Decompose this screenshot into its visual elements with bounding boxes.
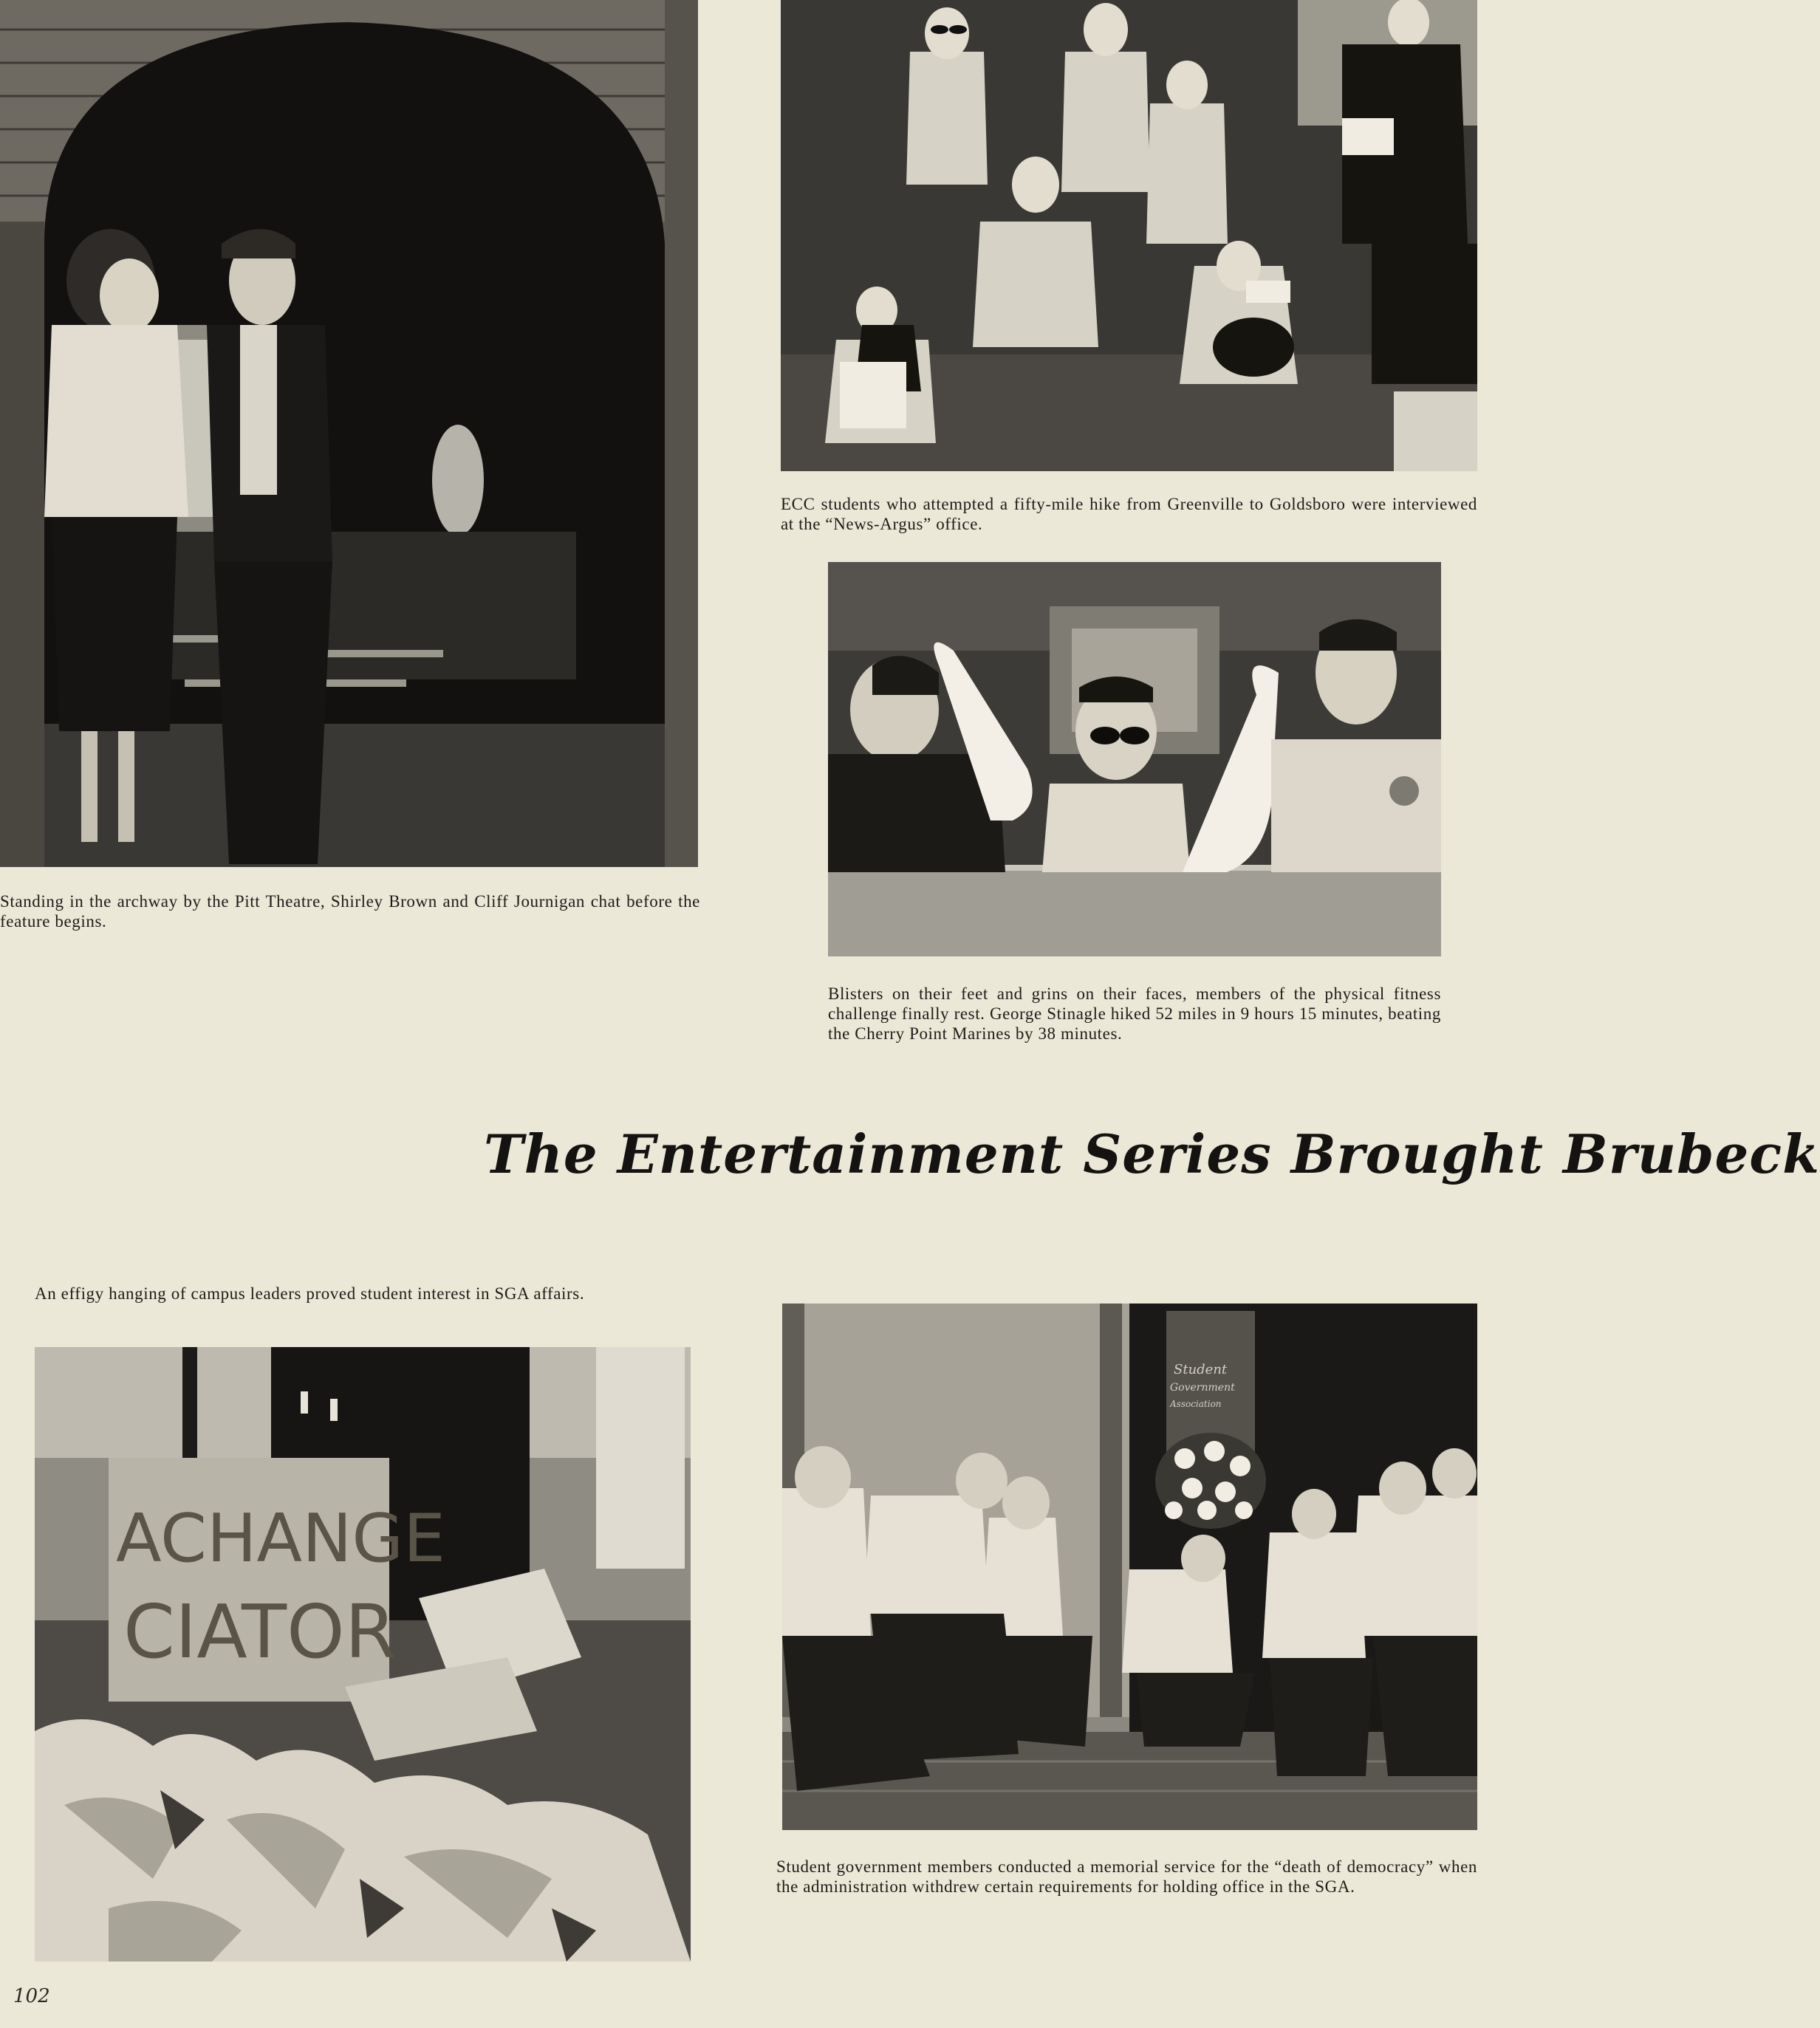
caption-memorial: Student government members conducted a memorial service for the “death of democracy” when the administration withdrew certain requirements for holding office in the SGA. [776, 1857, 1477, 1896]
effigy-sign-text-1: ACHANGE [116, 1500, 446, 1577]
photo-memorial [782, 1304, 1477, 1830]
caption-blisters: Blisters on their feet and grins on their faces, members of the physical fitness challenge finally rest. George Stinagle hiked 52 miles in 9 hours 15 minutes, beating the Cherry Point Marines by 38 minutes. [828, 984, 1441, 1043]
photo-blisters [828, 562, 1441, 956]
caption-effigy: An effigy hanging of campus leaders proved student interest in SGA affairs. [35, 1284, 585, 1303]
photo-hikers-interview [781, 0, 1477, 471]
effigy-sign-text-2: CIATOR [123, 1589, 397, 1675]
memorial-sign-line-3: Association [1170, 1399, 1222, 1409]
caption-hikers-interview: ECC students who attempted a fifty-mile hike from Greenville to Goldsboro were interviewed at the “News-Argus” office. [781, 495, 1477, 533]
photo-effigy [35, 1347, 691, 1962]
section-headline: The Entertainment Series Brought Brubeck [484, 1123, 1820, 1185]
page-number: 102 [13, 1985, 50, 2007]
memorial-sign-line-2: Government [1170, 1382, 1235, 1394]
caption-archway: Standing in the archway by the Pitt Theatre, Shirley Brown and Cliff Journigan chat before the feature begins. [0, 892, 700, 931]
memorial-sign-line-1: Student [1174, 1362, 1228, 1377]
photo-archway [0, 0, 698, 867]
